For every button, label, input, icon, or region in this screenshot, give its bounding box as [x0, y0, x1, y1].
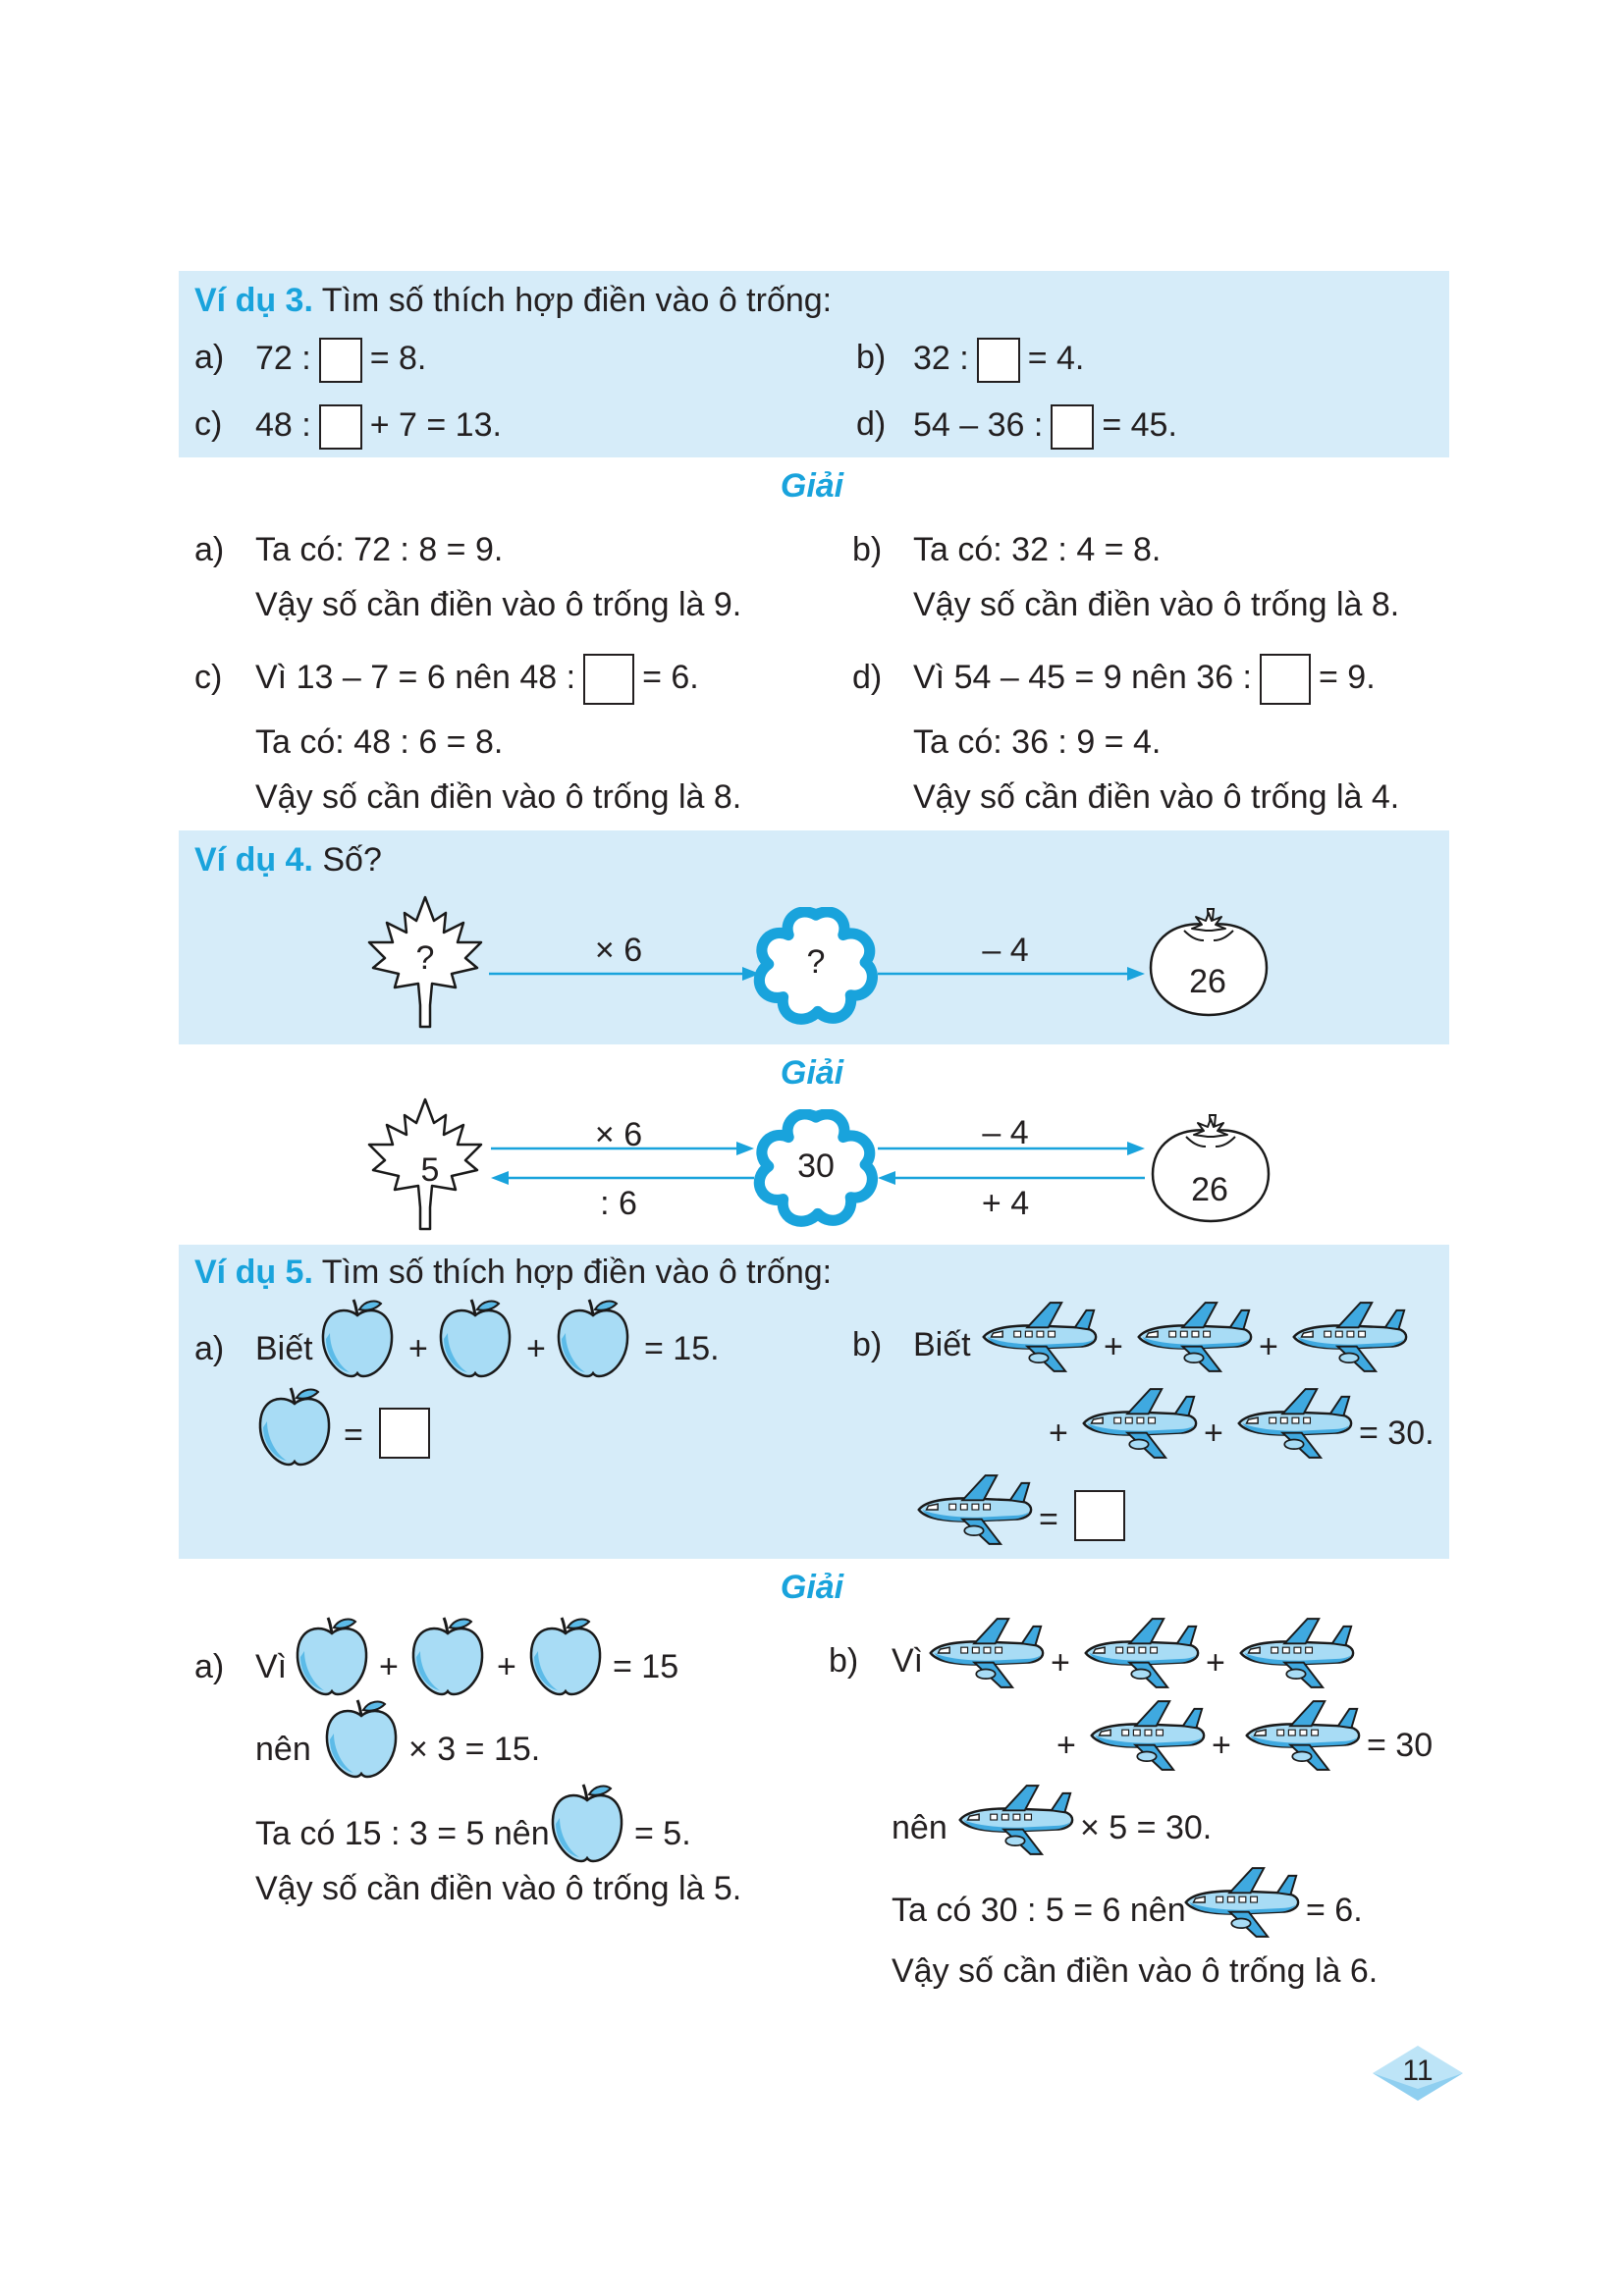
op-multiply-6: × 6 — [594, 932, 643, 969]
sol5-b-taco: Ta có 30 : 5 = 6 nên — [892, 1892, 1186, 1929]
plus-sign: + — [497, 1648, 516, 1685]
solution-heading-5: Giải — [780, 1569, 844, 1606]
answer-blank[interactable] — [977, 338, 1020, 383]
apple-icon — [320, 1698, 403, 1781]
example-3-label: Ví dụ 3. — [194, 282, 313, 319]
tomato-value: 26 — [1191, 1171, 1228, 1208]
sol3-letter-d: d) — [852, 659, 883, 696]
ex3-item-d — [856, 404, 886, 444]
airplane-icon — [1233, 1614, 1357, 1692]
example-4-heading — [194, 840, 382, 880]
sol3-c-line1 — [255, 654, 699, 705]
op-minus-4: – 4 — [982, 1114, 1029, 1151]
apple-icon — [253, 1386, 336, 1468]
ex5-letter-a: a) — [194, 1330, 225, 1367]
answer-blank[interactable] — [319, 404, 362, 450]
apple-icon — [291, 1616, 373, 1698]
ex5-a-result: = 15. — [644, 1330, 720, 1367]
ex3-item-c — [194, 404, 222, 444]
leaf-value: 5 — [420, 1151, 440, 1189]
apple-icon — [406, 1616, 489, 1698]
ex5-b-word: Biết — [913, 1326, 971, 1363]
equals-sign: = — [344, 1416, 363, 1454]
sol3-d-line3: Vậy số cần điền vào ô trống là 4. — [913, 778, 1400, 816]
expr-right: = 4. — [1027, 339, 1085, 377]
sol5-a-eq15: = 15 — [613, 1648, 679, 1685]
plus-sign: + — [1204, 1415, 1223, 1452]
example-5-label: Ví dụ 5. — [194, 1254, 313, 1291]
example-4-label: Ví dụ 4. — [194, 841, 313, 879]
ex5-a-word: Biết — [255, 1330, 313, 1367]
example-3-heading — [194, 281, 832, 320]
op-divide-6: : 6 — [600, 1185, 637, 1222]
plus-sign: + — [1056, 1727, 1076, 1764]
plus-sign: + — [379, 1648, 399, 1685]
expr-right: + 7 = 13. — [369, 405, 502, 444]
apple-icon — [524, 1616, 607, 1698]
solution-heading-4: Giải — [780, 1054, 844, 1092]
op-plus-4: + 4 — [981, 1185, 1030, 1222]
plus-sign: + — [1206, 1644, 1225, 1682]
example-5-heading — [194, 1253, 832, 1292]
airplane-icon — [952, 1781, 1076, 1859]
sol3-letter-c: c) — [194, 659, 223, 696]
apple-icon — [434, 1298, 516, 1380]
expr-left: 54 – 36 : — [913, 405, 1044, 444]
item-letter: c) — [194, 405, 223, 443]
airplane-icon — [1231, 1384, 1355, 1463]
sol5-letter-a: a) — [194, 1648, 225, 1685]
ex3-item-a-expr — [255, 338, 426, 383]
page-number-badge — [1371, 2044, 1465, 2105]
ex5-b-result: = 30. — [1359, 1415, 1435, 1452]
sol3-c-line3: Vậy số cần điền vào ô trống là 8. — [255, 778, 742, 816]
flower-value: ? — [806, 943, 826, 981]
sol3-letter-a: a) — [194, 531, 225, 568]
sol5-a-x3: × 3 = 15. — [408, 1731, 541, 1768]
sol5-letter-b: b) — [829, 1642, 859, 1680]
sol5-b-x5: × 5 = 30. — [1080, 1809, 1213, 1846]
airplane-icon — [1286, 1298, 1410, 1376]
sol5-b-eq30: = 30 — [1367, 1727, 1434, 1764]
sol5-b-eq6: = 6. — [1306, 1892, 1363, 1929]
sol3-a-line2: Vậy số cần điền vào ô trống là 9. — [255, 586, 742, 623]
item-letter: d) — [856, 405, 887, 443]
expr-right: = 8. — [369, 339, 427, 377]
sol5-b-conclusion: Vậy số cần điền vào ô trống là 6. — [892, 1952, 1379, 1990]
airplane-icon — [1078, 1614, 1202, 1692]
sol3-b-line1: Ta có: 32 : 4 = 8. — [913, 531, 1162, 568]
answer-blank[interactable] — [379, 1408, 430, 1459]
sol5-a-conclusion: Vậy số cần điền vào ô trống là 5. — [255, 1870, 742, 1907]
plus-sign: + — [526, 1330, 546, 1367]
leaf-value: ? — [415, 939, 435, 977]
sol5-a-taco: Ta có 15 : 3 = 5 nên — [255, 1815, 550, 1852]
sol5-a-nen: nên — [255, 1731, 311, 1768]
sol-text: = 9. — [1319, 658, 1376, 696]
item-letter: a) — [194, 339, 225, 376]
airplane-icon — [1076, 1384, 1200, 1463]
sol5-a-vi: Vì — [255, 1648, 288, 1685]
sol-text: = 6. — [642, 658, 699, 696]
ex3-item-d-expr — [913, 404, 1177, 450]
page-number: 11 — [1402, 2055, 1434, 2087]
airplane-icon — [1239, 1696, 1363, 1775]
flower-value: 30 — [797, 1148, 835, 1185]
example-5-prompt: Tìm số thích hợp điền vào ô trống: — [321, 1254, 833, 1291]
expr-right: = 45. — [1102, 405, 1177, 444]
plus-sign: + — [1259, 1328, 1278, 1365]
apple-icon — [552, 1298, 634, 1380]
plus-sign: + — [1051, 1644, 1070, 1682]
plus-sign: + — [1049, 1415, 1068, 1452]
sol5-a-eq5: = 5. — [634, 1815, 691, 1852]
airplane-icon — [911, 1470, 1035, 1549]
ex5-letter-b: b) — [852, 1326, 883, 1363]
ex3-item-b — [856, 338, 886, 377]
answer-blank[interactable] — [1260, 654, 1311, 705]
ex3-item-a — [194, 338, 224, 377]
sol3-c-line2: Ta có: 48 : 6 = 8. — [255, 723, 504, 761]
airplane-icon — [976, 1298, 1100, 1376]
sol5-b-vi: Vì — [892, 1642, 924, 1680]
expr-left: 48 : — [255, 405, 311, 444]
apple-icon — [546, 1783, 628, 1865]
sol3-letter-b: b) — [852, 531, 883, 568]
ex3-item-b-expr — [913, 338, 1084, 383]
tomato-icon — [1147, 1109, 1274, 1227]
airplane-icon — [1131, 1298, 1255, 1376]
plus-sign: + — [1104, 1328, 1123, 1365]
sol3-d-line1 — [913, 654, 1376, 705]
sol3-a-line1: Ta có: 72 : 8 = 9. — [255, 531, 504, 568]
op-multiply-6: × 6 — [594, 1116, 643, 1153]
equals-sign: = — [1039, 1501, 1058, 1538]
apple-icon — [316, 1298, 399, 1380]
sol3-d-line2: Ta có: 36 : 9 = 4. — [913, 723, 1162, 761]
example-4-prompt: Số? — [322, 841, 382, 879]
sol-text: Vì 13 – 7 = 6 nên 48 : — [255, 658, 576, 696]
answer-blank[interactable] — [583, 654, 634, 705]
airplane-icon — [923, 1614, 1047, 1692]
tomato-value: 26 — [1189, 963, 1226, 1000]
item-letter: b) — [856, 339, 887, 376]
plus-sign: + — [408, 1330, 428, 1367]
solution-heading-3: Giải — [780, 467, 844, 505]
sol3-b-line2: Vậy số cần điền vào ô trống là 8. — [913, 586, 1400, 623]
answer-blank[interactable] — [319, 338, 362, 383]
plus-sign: + — [1212, 1727, 1231, 1764]
op-minus-4: – 4 — [982, 932, 1029, 969]
sol5-b-nen: nên — [892, 1809, 947, 1846]
ex3-item-c-expr — [255, 404, 502, 450]
answer-blank[interactable] — [1074, 1490, 1125, 1541]
airplane-icon — [1084, 1696, 1208, 1775]
answer-blank[interactable] — [1051, 404, 1094, 450]
expr-left: 72 : — [255, 339, 311, 377]
example-3-prompt: Tìm số thích hợp điền vào ô trống: — [321, 282, 833, 319]
sol-text: Vì 54 – 45 = 9 nên 36 : — [913, 658, 1252, 696]
airplane-icon — [1178, 1863, 1302, 1942]
expr-left: 32 : — [913, 339, 969, 377]
